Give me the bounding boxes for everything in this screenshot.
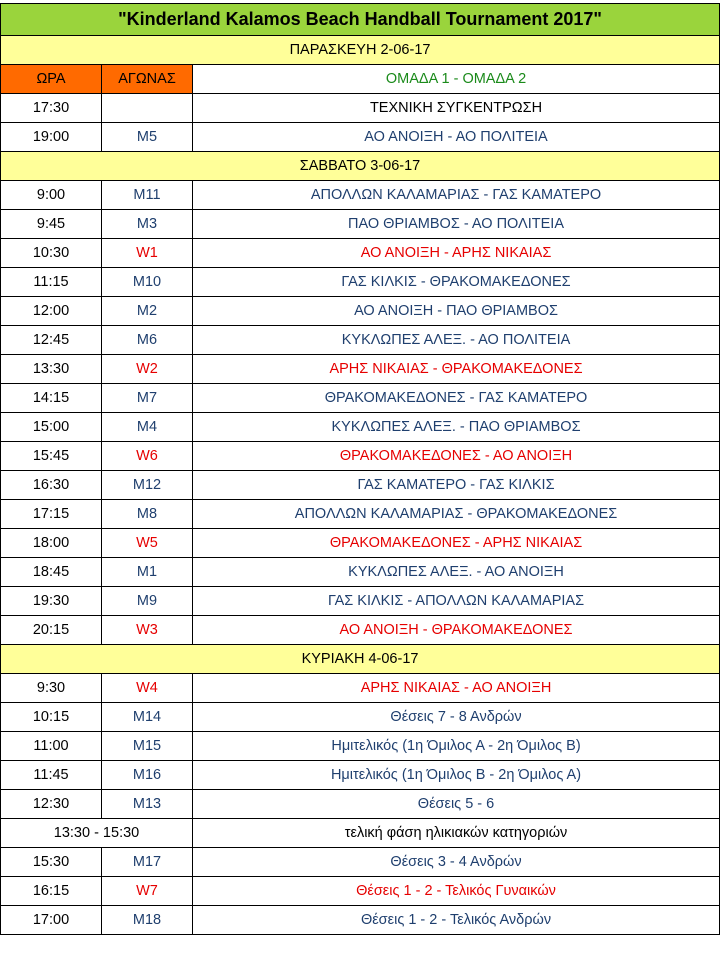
match-row [1, 906, 720, 935]
match-row [1, 297, 720, 326]
match-teams: ΤΕΧΝΙΚΗ ΣΥΓΚΕΝΤΡΩΣΗ [193, 94, 720, 123]
match-time: 9:30 [1, 674, 102, 703]
match-code: M11 [102, 181, 193, 210]
match-code: M4 [102, 413, 193, 442]
match-code: M2 [102, 297, 193, 326]
match-teams: ΑΡΗΣ ΝΙΚΑΙΑΣ - ΘΡΑΚΟΜΑΚΕΔΟΝΕΣ [193, 355, 720, 384]
match-time: 19:30 [1, 587, 102, 616]
match-time: 11:00 [1, 732, 102, 761]
match-teams: Θέσεις 3 - 4 Ανδρών [193, 848, 720, 877]
match-row [1, 268, 720, 297]
match-code: M7 [102, 384, 193, 413]
match-teams: ΚΥΚΛΩΠΕΣ ΑΛΕΞ. - ΠΑΟ ΘΡΙΑΜΒΟΣ [193, 413, 720, 442]
match-row [1, 616, 720, 645]
match-row [1, 123, 720, 152]
match-code: W5 [102, 529, 193, 558]
day-row [1, 36, 720, 65]
match-row [1, 674, 720, 703]
match-teams: ΓΑΣ ΚΙΛΚΙΣ - ΘΡΑΚΟΜΑΚΕΔΟΝΕΣ [193, 268, 720, 297]
header-teams: ΟΜΑΔΑ 1 - ΟΜΑΔΑ 2 [193, 65, 720, 94]
match-teams: ΑΟ ΑΝΟΙΞΗ - ΘΡΑΚΟΜΑΚΕΔΟΝΕΣ [193, 616, 720, 645]
match-row [1, 500, 720, 529]
match-teams: ΘΡΑΚΟΜΑΚΕΔΟΝΕΣ - ΑΟ ΑΝΟΙΞΗ [193, 442, 720, 471]
match-row [1, 848, 720, 877]
match-row [1, 558, 720, 587]
match-time: 16:30 [1, 471, 102, 500]
match-code: M16 [102, 761, 193, 790]
day-label: ΚΥΡΙΑΚΗ 4-06-17 [1, 645, 720, 674]
match-row [1, 442, 720, 471]
match-teams: Θέσεις 5 - 6 [193, 790, 720, 819]
match-code: M5 [102, 123, 193, 152]
schedule-table [0, 3, 720, 935]
match-row [1, 239, 720, 268]
match-teams: Θέσεις 7 - 8 Ανδρών [193, 703, 720, 732]
match-code: W3 [102, 616, 193, 645]
match-code: M12 [102, 471, 193, 500]
match-code: M6 [102, 326, 193, 355]
match-row [1, 210, 720, 239]
match-time: 11:45 [1, 761, 102, 790]
day-row [1, 152, 720, 181]
match-row [1, 790, 720, 819]
match-row [1, 761, 720, 790]
match-code: M3 [102, 210, 193, 239]
match-time: 17:30 [1, 94, 102, 123]
match-time: 12:30 [1, 790, 102, 819]
day-label: ΠΑΡΑΣΚΕΥΗ 2-06-17 [1, 36, 720, 65]
match-teams: ΘΡΑΚΟΜΑΚΕΔΟΝΕΣ - ΑΡΗΣ ΝΙΚΑΙΑΣ [193, 529, 720, 558]
match-row [1, 819, 720, 848]
match-teams: ΑΡΗΣ ΝΙΚΑΙΑΣ - ΑΟ ΑΝΟΙΞΗ [193, 674, 720, 703]
match-row [1, 181, 720, 210]
match-code: W4 [102, 674, 193, 703]
match-code: M8 [102, 500, 193, 529]
match-time: 20:15 [1, 616, 102, 645]
match-code: M14 [102, 703, 193, 732]
match-row [1, 529, 720, 558]
match-code: W7 [102, 877, 193, 906]
match-teams: ΚΥΚΛΩΠΕΣ ΑΛΕΞ. - ΑΟ ΑΝΟΙΞΗ [193, 558, 720, 587]
match-row [1, 94, 720, 123]
match-teams: Ημιτελικός (1η Όμιλος Β - 2η Όμιλος Α) [193, 761, 720, 790]
match-row [1, 703, 720, 732]
match-time: 15:30 [1, 848, 102, 877]
match-code: M15 [102, 732, 193, 761]
match-time: 19:00 [1, 123, 102, 152]
match-time: 14:15 [1, 384, 102, 413]
match-code: W6 [102, 442, 193, 471]
title-row [1, 4, 720, 36]
match-code: M10 [102, 268, 193, 297]
tournament-title: "Kinderland Kalamos Beach Handball Tournament 2017" [1, 4, 720, 36]
match-time: 13:30 - 15:30 [1, 819, 193, 848]
match-time: 18:00 [1, 529, 102, 558]
match-time: 13:30 [1, 355, 102, 384]
match-teams: Ημιτελικός (1η Όμιλος Α - 2η Όμιλος Β) [193, 732, 720, 761]
match-time: 15:45 [1, 442, 102, 471]
match-code: M17 [102, 848, 193, 877]
match-time: 12:45 [1, 326, 102, 355]
match-teams: Θέσεις 1 - 2 - Τελικός Γυναικών [193, 877, 720, 906]
match-time: 18:45 [1, 558, 102, 587]
match-code: W1 [102, 239, 193, 268]
match-teams: ΘΡΑΚΟΜΑΚΕΔΟΝΕΣ - ΓΑΣ ΚΑΜΑΤΕΡΟ [193, 384, 720, 413]
match-time: 10:30 [1, 239, 102, 268]
match-teams: ΠΑΟ ΘΡΙΑΜΒΟΣ - ΑΟ ΠΟΛΙΤΕΙΑ [193, 210, 720, 239]
match-code: M1 [102, 558, 193, 587]
match-row [1, 355, 720, 384]
match-teams: ΑΟ ΑΝΟΙΞΗ - ΑΟ ΠΟΛΙΤΕΙΑ [193, 123, 720, 152]
match-teams: ΑΟ ΑΝΟΙΞΗ - ΠΑΟ ΘΡΙΑΜΒΟΣ [193, 297, 720, 326]
match-row [1, 413, 720, 442]
match-row [1, 877, 720, 906]
match-teams: ΑΠΟΛΛΩΝ ΚΑΛΑΜΑΡΙΑΣ - ΓΑΣ ΚΑΜΑΤΕΡΟ [193, 181, 720, 210]
match-teams: ΓΑΣ ΚΙΛΚΙΣ - ΑΠΟΛΛΩΝ ΚΑΛΑΜΑΡΙΑΣ [193, 587, 720, 616]
match-code: M13 [102, 790, 193, 819]
match-code: M18 [102, 906, 193, 935]
match-time: 9:45 [1, 210, 102, 239]
match-time: 9:00 [1, 181, 102, 210]
match-time: 16:15 [1, 877, 102, 906]
match-teams: ΑΠΟΛΛΩΝ ΚΑΛΑΜΑΡΙΑΣ - ΘΡΑΚΟΜΑΚΕΔΟΝΕΣ [193, 500, 720, 529]
match-row [1, 326, 720, 355]
match-row [1, 471, 720, 500]
match-time: 12:00 [1, 297, 102, 326]
match-time: 15:00 [1, 413, 102, 442]
match-code: M9 [102, 587, 193, 616]
schedule-body [1, 4, 720, 935]
match-teams: ΑΟ ΑΝΟΙΞΗ - ΑΡΗΣ ΝΙΚΑΙΑΣ [193, 239, 720, 268]
match-teams: Θέσεις 1 - 2 - Τελικός Ανδρών [193, 906, 720, 935]
match-time: 17:15 [1, 500, 102, 529]
header-match: ΑΓΩΝΑΣ [102, 65, 193, 94]
match-row [1, 732, 720, 761]
match-row [1, 587, 720, 616]
match-time: 10:15 [1, 703, 102, 732]
match-time: 11:15 [1, 268, 102, 297]
match-teams: ΓΑΣ ΚΑΜΑΤΕΡΟ - ΓΑΣ ΚΙΛΚΙΣ [193, 471, 720, 500]
match-row [1, 384, 720, 413]
match-teams: ΚΥΚΛΩΠΕΣ ΑΛΕΞ. - ΑΟ ΠΟΛΙΤΕΙΑ [193, 326, 720, 355]
match-teams: τελική φάση ηλικιακών κατηγοριών [193, 819, 720, 848]
match-time: 17:00 [1, 906, 102, 935]
match-code: W2 [102, 355, 193, 384]
day-row [1, 645, 720, 674]
day-label: ΣΑΒΒΑΤΟ 3-06-17 [1, 152, 720, 181]
column-header-row [1, 65, 720, 94]
match-code [102, 94, 193, 123]
header-time: ΩΡΑ [1, 65, 102, 94]
